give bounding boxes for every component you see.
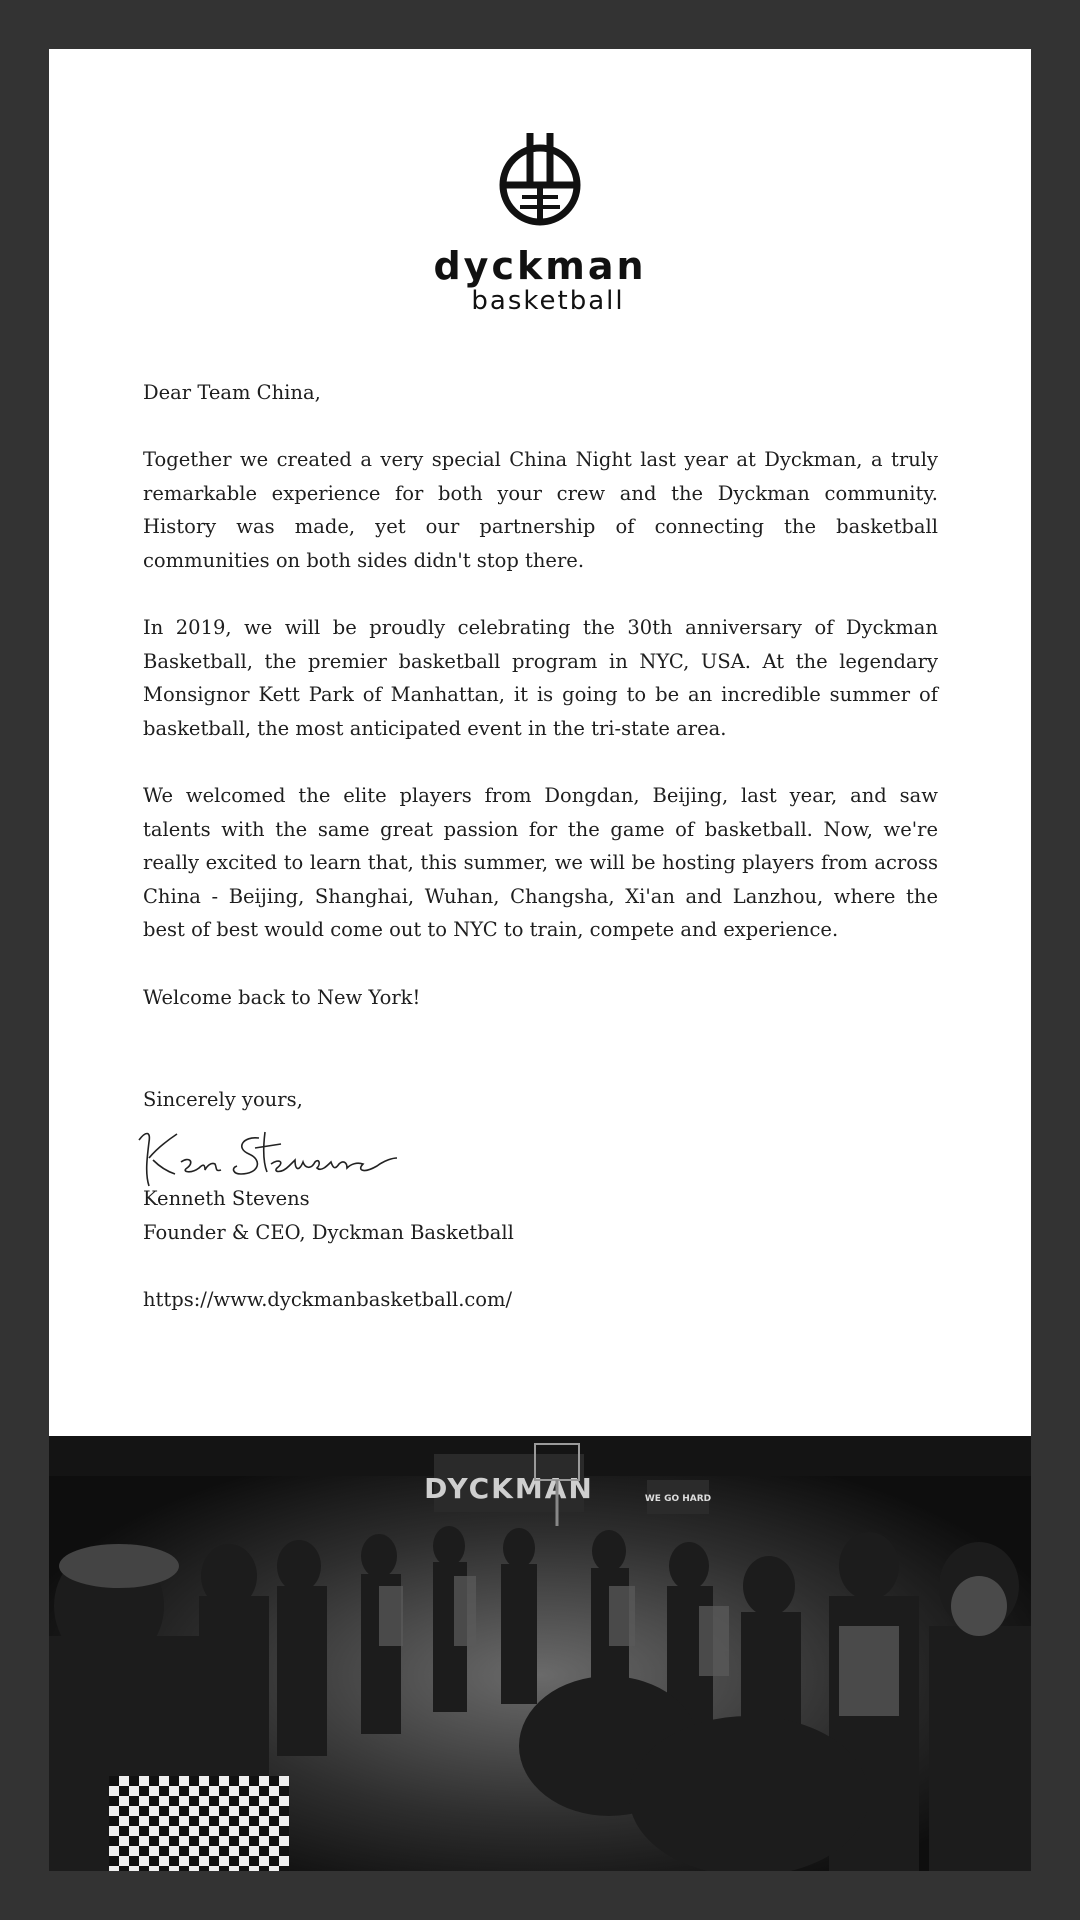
court-sign: WE GO HARD [644,1494,712,1504]
logo-wordmark-bottom: basketball [471,286,625,316]
letter-closing: Sincerely yours, [143,1088,303,1111]
letter-welcome: Welcome back to New York! [143,986,421,1009]
letter-page [49,49,1031,1436]
website-url: https://www.dyckmanbasketball.com/ [143,1288,513,1311]
signer-name: Kenneth Stevens [143,1187,310,1210]
dyckman-logo [49,127,1031,337]
court-banner: DYCKMAN [424,1472,594,1505]
logo-wordmark-top: dyckman [433,244,647,288]
crowd-photo [49,1436,1031,1871]
letter-greeting: Dear Team China, [143,381,321,404]
letter-paragraph: Together we created a very special China Night last year at Dyckman, a truly remarkable experience for both your crew and the Dyckman community. History was made, yet our partnership of connecting the basketball communities on both sides didn't stop there. [143,448,938,572]
dyckman-db-emblem-icon [503,133,577,222]
letter-paragraph: We welcomed the elite players from Dongdan, Beijing, last year, and saw talents with the same great passion for the game of basketball. Now, we're really excited to learn that, this summer, we will be hosting players from across China - Beijing, Shanghai, Wuhan, Changsha, Xi'an and Lanzhou, where the best of best would come out to NYC to train, compete and experience. [143,784,938,942]
signer-title: Founder & CEO, Dyckman Basketball [143,1221,514,1244]
letter-paragraph: In 2019, we will be proudly celebrating the 30th anniversary of Dyckman Basketball, the premier basketball program in NYC, USA. At the legendary Monsignor Kett Park of Manhattan, it is going to be an incredible summer of basketball, the most anticipated event in the tri-state area. [143,616,938,740]
